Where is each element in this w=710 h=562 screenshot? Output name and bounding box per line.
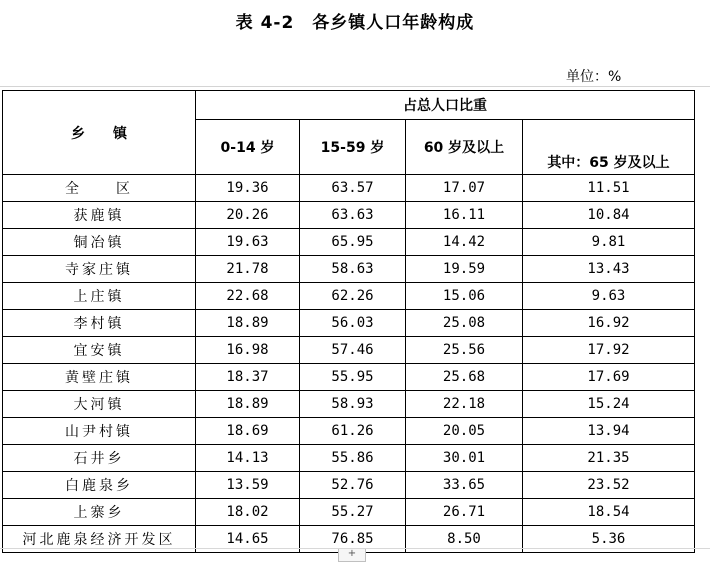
- age-0-14-cell: 20.26: [196, 202, 300, 229]
- unit-label: 单位：%: [566, 69, 622, 85]
- town-cell: 获鹿镇: [3, 202, 196, 229]
- grid-divider: [0, 86, 710, 87]
- age-0-14-cell: 19.63: [196, 229, 300, 256]
- age-15-59-cell: 55.86: [300, 445, 406, 472]
- table-body: [3, 175, 695, 553]
- age-60-plus-cell: 15.06: [406, 283, 523, 310]
- age-60-plus-cell: 25.68: [406, 364, 523, 391]
- age-15-59-cell: 58.63: [300, 256, 406, 283]
- town-cell: 大河镇: [3, 391, 196, 418]
- population-age-table: [2, 90, 695, 553]
- age-15-59-cell: 58.93: [300, 391, 406, 418]
- table-title: 表 4-2 各乡镇人口年龄构成: [235, 13, 475, 33]
- header-age-0-14: 0-14 岁: [196, 120, 300, 175]
- age-0-14-cell: 18.69: [196, 418, 300, 445]
- age-65-plus-cell: 17.69: [523, 364, 695, 391]
- table-row: [3, 445, 695, 472]
- age-0-14-cell: 13.59: [196, 472, 300, 499]
- table-row: [3, 364, 695, 391]
- age-60-plus-cell: 17.07: [406, 175, 523, 202]
- header-group: 占总人口比重: [196, 91, 695, 120]
- town-cell: 宜安镇: [3, 337, 196, 364]
- town-cell: 寺家庄镇: [3, 256, 196, 283]
- age-65-plus-cell: 9.81: [523, 229, 695, 256]
- age-65-plus-cell: 9.63: [523, 283, 695, 310]
- age-60-plus-cell: 25.08: [406, 310, 523, 337]
- table-row: [3, 499, 695, 526]
- age-0-14-cell: 22.68: [196, 283, 300, 310]
- age-0-14-cell: 18.89: [196, 310, 300, 337]
- town-cell: 黄壁庄镇: [3, 364, 196, 391]
- age-60-plus-cell: 16.11: [406, 202, 523, 229]
- sheet-tab-add[interactable]: +: [338, 549, 366, 562]
- age-65-plus-cell: 18.54: [523, 499, 695, 526]
- age-15-59-cell: 61.26: [300, 418, 406, 445]
- age-65-plus-cell: 11.51: [523, 175, 695, 202]
- age-15-59-cell: 76.85: [300, 526, 406, 553]
- town-cell: 铜冶镇: [3, 229, 196, 256]
- age-0-14-cell: 18.89: [196, 391, 300, 418]
- age-15-59-cell: 52.76: [300, 472, 406, 499]
- age-60-plus-cell: 20.05: [406, 418, 523, 445]
- age-60-plus-cell: 25.56: [406, 337, 523, 364]
- header-age-60-plus: 60 岁及以上: [406, 120, 523, 175]
- age-0-14-cell: 19.36: [196, 175, 300, 202]
- table-row: [3, 256, 695, 283]
- age-65-plus-cell: 13.43: [523, 256, 695, 283]
- table-row: [3, 337, 695, 364]
- age-15-59-cell: 55.95: [300, 364, 406, 391]
- age-65-plus-cell: 10.84: [523, 202, 695, 229]
- age-15-59-cell: 63.57: [300, 175, 406, 202]
- header-town: 乡 镇: [3, 91, 196, 175]
- table-row: [3, 391, 695, 418]
- age-15-59-cell: 65.95: [300, 229, 406, 256]
- town-cell: 白鹿泉乡: [3, 472, 196, 499]
- age-15-59-cell: 63.63: [300, 202, 406, 229]
- age-60-plus-cell: 22.18: [406, 391, 523, 418]
- age-65-plus-cell: 23.52: [523, 472, 695, 499]
- town-cell: 河北鹿泉经济开发区: [3, 526, 196, 553]
- table-row: [3, 229, 695, 256]
- age-60-plus-cell: 19.59: [406, 256, 523, 283]
- age-65-plus-cell: 5.36: [523, 526, 695, 553]
- town-cell: 石井乡: [3, 445, 196, 472]
- header-blank: [523, 120, 695, 150]
- table-row: [3, 310, 695, 337]
- age-65-plus-cell: 16.92: [523, 310, 695, 337]
- town-cell: 上庄镇: [3, 283, 196, 310]
- age-0-14-cell: 14.65: [196, 526, 300, 553]
- table-row: [3, 472, 695, 499]
- age-65-plus-cell: 13.94: [523, 418, 695, 445]
- age-65-plus-cell: 17.92: [523, 337, 695, 364]
- age-0-14-cell: 18.02: [196, 499, 300, 526]
- header-age-65-plus: 其中：65 岁及以上: [523, 150, 695, 175]
- age-0-14-cell: 21.78: [196, 256, 300, 283]
- town-cell: 李村镇: [3, 310, 196, 337]
- age-60-plus-cell: 33.65: [406, 472, 523, 499]
- age-60-plus-cell: 30.01: [406, 445, 523, 472]
- town-cell: 全 区: [3, 175, 196, 202]
- age-60-plus-cell: 8.50: [406, 526, 523, 553]
- table-row: [3, 418, 695, 445]
- age-65-plus-cell: 21.35: [523, 445, 695, 472]
- table-row: [3, 202, 695, 229]
- age-60-plus-cell: 14.42: [406, 229, 523, 256]
- table-row: [3, 175, 695, 202]
- age-0-14-cell: 16.98: [196, 337, 300, 364]
- age-0-14-cell: 14.13: [196, 445, 300, 472]
- age-15-59-cell: 56.03: [300, 310, 406, 337]
- age-0-14-cell: 18.37: [196, 364, 300, 391]
- age-15-59-cell: 62.26: [300, 283, 406, 310]
- table-row: [3, 283, 695, 310]
- age-15-59-cell: 57.46: [300, 337, 406, 364]
- town-cell: 上寨乡: [3, 499, 196, 526]
- age-65-plus-cell: 15.24: [523, 391, 695, 418]
- age-60-plus-cell: 26.71: [406, 499, 523, 526]
- town-cell: 山尹村镇: [3, 418, 196, 445]
- header-age-15-59: 15-59 岁: [300, 120, 406, 175]
- age-15-59-cell: 55.27: [300, 499, 406, 526]
